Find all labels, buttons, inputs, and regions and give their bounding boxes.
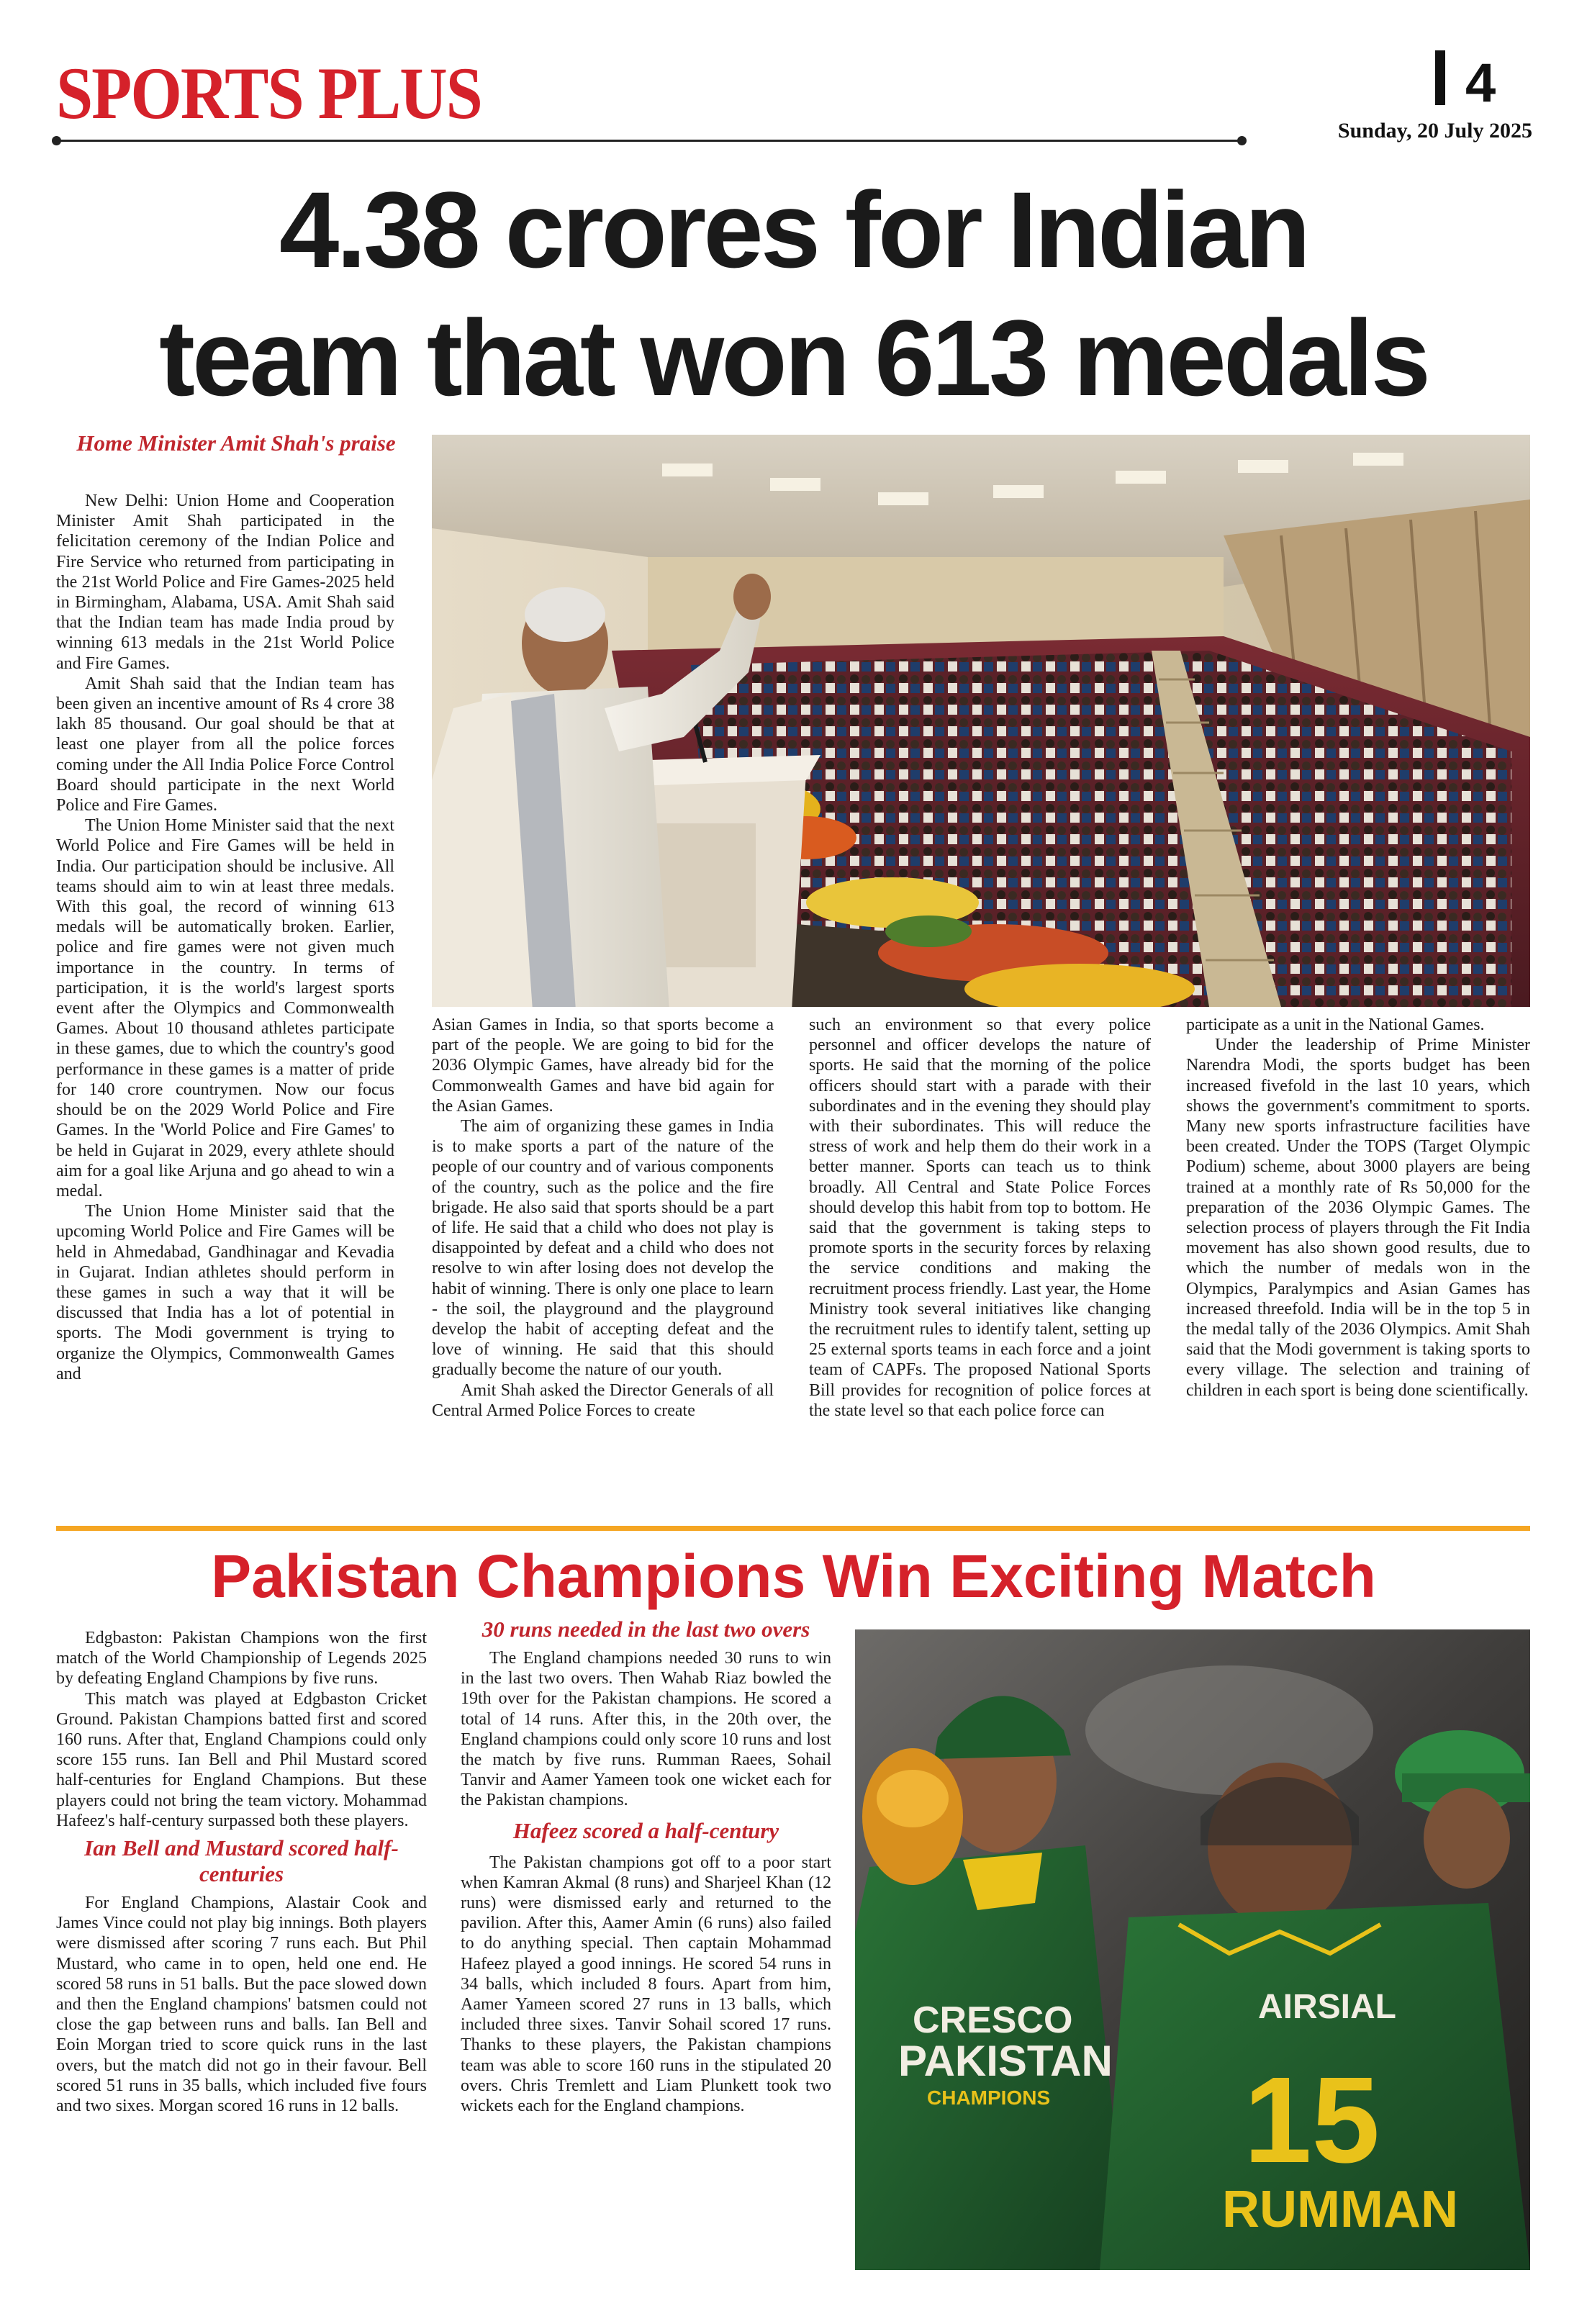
paragraph: such an environment so that every police personnel and officer develops the nature of sports. He said that the morning of the police officers should start with a parade with their subordinates and in the evening they should play with their subordinates. This will reduce the stress of work and help them do their work in a better manner. Sports can teach us to think broadly. All Central and State Police Forces should develop this habit from top to bottom. He said that the government is taking steps to promote sports in the security forces by relaxing the service conditions and making the recruitment process friendly. Last year, the Home Ministry took several initiatives like changing the recruitment rules to identify talent, setting up 25 external sports teams in each force and a joint team of CAPFs. The proposed National Sports Bill provides for recognition of police forces at the state level so that each police force can — [809, 1016, 1151, 1420]
paragraph: The Union Home Minister said that the next World Police and Fire Games will be held in India. Our participation should be inclusive. All teams should aim to win at least three medals. With this goal, the record of winning 613 medals will be automatically broken. Earlier, police and fire games were not given much importance in the country. In terms of participation, it is the world's largest sports event after the Olympics and Commonwealth Games. About 10 thousand athletes participate in these games, due to which the country's good performance in these games is a matter of pride for 140 crore countrymen. Now our focus should be on the 2029 World Police and Fire Games. In the 'World Police and Fire Games' to be held in Gujarat in 2029, every athlete should aim for a goal like Arjuna and go ahead to win a medal. — [56, 816, 394, 1201]
paragraph: Asian Games in India, so that sports become a part of the people. We are going to bid for the 2036 Olympic Games, have already bid for the Commonwealth Games and have bid again for the Asian Games. — [432, 1016, 774, 1116]
story2-column-2-part-a — [461, 1648, 831, 1811]
story1-column-1 — [56, 491, 394, 1384]
jersey-crest-word-1: CRESCO — [913, 1999, 1073, 2041]
paragraph: Edgbaston: Pakistan Champions won the first match of the World Championship of Legends 2025 by defeating England Champions by five runs. — [56, 1629, 427, 1688]
paragraph: The England champions needed 30 runs to win in the last two overs. Then Wahab Riaz bowled the 19th over for the Pakistan champions. He scored a total of 14 runs. After this, in the 20th over, the England champions could only score 10 runs and lost the match by five runs. Rumman Raees, Sohail Tanvir and Aamer Yameen took one wicket each for the Pakistan champions. — [461, 1649, 831, 1810]
dateline: Sunday, 20 July 2025 — [1337, 119, 1532, 143]
jersey-name-text: RUMMAN — [1222, 2181, 1458, 2238]
paragraph: This match was played at Edgbaston Cricket Ground. Pakistan Champions batted first and scored 160 runs. After that, England Champions could only score 155 runs. Ian Bell and Phil Mustard scored half-centuries for England Champions. But these players could not bring the team victory. Mohammad Hafeez's half-century surpassed both these players. — [56, 1689, 427, 1830]
paragraph: Amit Shah said that the Indian team has been given an incentive amount of Rs 4 crore 38 lakh 85 thousand. Our goal should be that at least one player from all the police forces coming under the All India Police Force Control Board should participate in the next World Police and Fire Games. — [56, 674, 394, 815]
paragraph: participate as a unit in the National Games. — [1186, 1016, 1485, 1034]
section-name: SPORTS PLUS — [56, 52, 481, 135]
headline-main-line2: team that won 613 medals — [159, 297, 1428, 418]
story1-column-3 — [809, 1015, 1151, 1421]
jersey-crest-word-2: PAKISTAN — [898, 2037, 1113, 2085]
story2-column-2-part-b — [461, 1853, 831, 2117]
story1-column-4 — [1186, 1015, 1530, 1401]
page-number: 4 — [1465, 53, 1496, 114]
paragraph: Under the leadership of Prime Minister Narendra Modi, the sports budget has been increased fivefold in the last 10 years, which shows the government's commitment to sports. Many new sports infrastructure facilities have been created. Under the TOPS (Target Olympic Podium) scheme, about 3000 players are being trained at a monthly rate of Rs 50,000 for the preparation of the 2036 Olympic Games. The selection process of players through the Fit India movement has also shown good results, due to which the number of medals won in the Olympics, Paralympics and Asian Games has increased threefold. India will be in the top 5 in the medal tally of the 2036 Olympics. Amit Shah said that the Modi government is taking sports to every village. The selection and training of children in each sport is being done scientifically. — [1186, 1036, 1530, 1400]
page-number-bar — [1435, 50, 1445, 105]
story1-column-2 — [432, 1015, 774, 1421]
jersey-number-text: 15 — [1244, 2052, 1380, 2189]
photo-amit-shah-speech — [432, 435, 1530, 1007]
photo-pakistan-champions — [855, 1629, 1530, 2270]
story2-column-1-part-a — [56, 1628, 427, 1831]
headline-cricket: Pakistan Champions Win Exciting Match — [211, 1542, 1376, 1610]
story2-subhead-hafeez: Hafeez scored a half-century — [512, 1817, 779, 1843]
story2-column-1 — [56, 1628, 427, 2116]
headline-main-line1: 4.38 crores for Indian — [279, 169, 1308, 290]
story1-subhead: Home Minister Amit Shah's praise — [76, 430, 396, 456]
jersey-sponsor-text: AIRSIAL — [1258, 1988, 1396, 2026]
story2-subhead-30-runs: 30 runs needed in the last two overs — [481, 1617, 810, 1642]
paragraph: For England Champions, Alastair Cook and James Vince could not play big innings. Both players were dismissed after scoring 7 runs each. But Phil Mustard, who came in to open, held one end. He scored 58 runs in 51 balls. But the pace slowed down and then the England champions' batsmen could not close the gap between runs and balls. Ian Bell and Eoin Morgan tried to score quick runs in the last overs, but the match did not go in their favour. Bell scored 51 runs in 35 balls, which included five fours and two sixes. Morgan scored 16 runs in 12 balls. — [56, 1894, 427, 2116]
section-divider — [56, 1526, 1530, 1531]
paragraph: New Delhi: Union Home and Cooperation Minister Amit Shah participated in the felicitation ceremony of the Indian Police and Fire Service who returned from participating in the 21st World Police and Fire Games-2025 held in Birmingham, Alabama, USA. Amit Shah said that the Indian team has made India proud by winning 613 medals in the 21st World Police and Fire Games. — [56, 492, 394, 673]
jersey-crest-word-3: CHAMPIONS — [927, 2086, 1051, 2109]
header-rule — [56, 140, 1242, 142]
paragraph: The Pakistan champions got off to a poor start when Kamran Akmal (8 runs) and Sharjeel Khan (12 runs) were dismissed early and returned to the pavilion. After this, Aamer Amin (6 runs) also failed to do anything special. Then captain Mohammad Hafeez played a good innings. He scored 54 runs in 34 balls, which included 8 fours. Apart from him, Aamer Yameen scored 27 runs in 13 balls, which included three sixes. Tanvir Sohail scored 17 runs. Thanks to these players, the Pakistan champions team was able to score 160 runs in the stipulated 20 overs. Chris Tremlett and Liam Plunkett took two wickets each for the England champions. — [461, 1853, 831, 2116]
headline-main — [0, 166, 1587, 422]
paragraph: Amit Shah asked the Director Generals of all Central Armed Police Forces to create — [432, 1380, 774, 1420]
story2-column-2 — [461, 1617, 831, 2116]
story2-subhead-bell-mustard: Ian Bell and Mustard scored half-centuries — [84, 1835, 399, 1887]
paragraph: The Union Home Minister said that the upcoming World Police and Fire Games will be held in Ahmedabad, Gandhinagar and Kevadia in Gujarat. Indian athletes should perform in these games in such a way that it will be discussed that India has a lot of potential in sports. The Modi government is trying to organize the Olympics, Commonwealth Games and — [56, 1202, 394, 1383]
story2-column-1-part-b — [56, 1893, 427, 2116]
paragraph: The aim of organizing these games in India is to make sports a part of the nature of the people of our country and of various components of the country, such as the police and the fire brigade. He also said that sports should be a part of life. He said that a child who does not play is disappointed by defeat and a child who does not resolve to win after losing does not develop the habit of winning. There is only one place to learn - the soil, the playground and the playground develop the habit of accepting defeat and the love of winning. He said that this should gradually become the nature of our youth. — [432, 1117, 774, 1380]
